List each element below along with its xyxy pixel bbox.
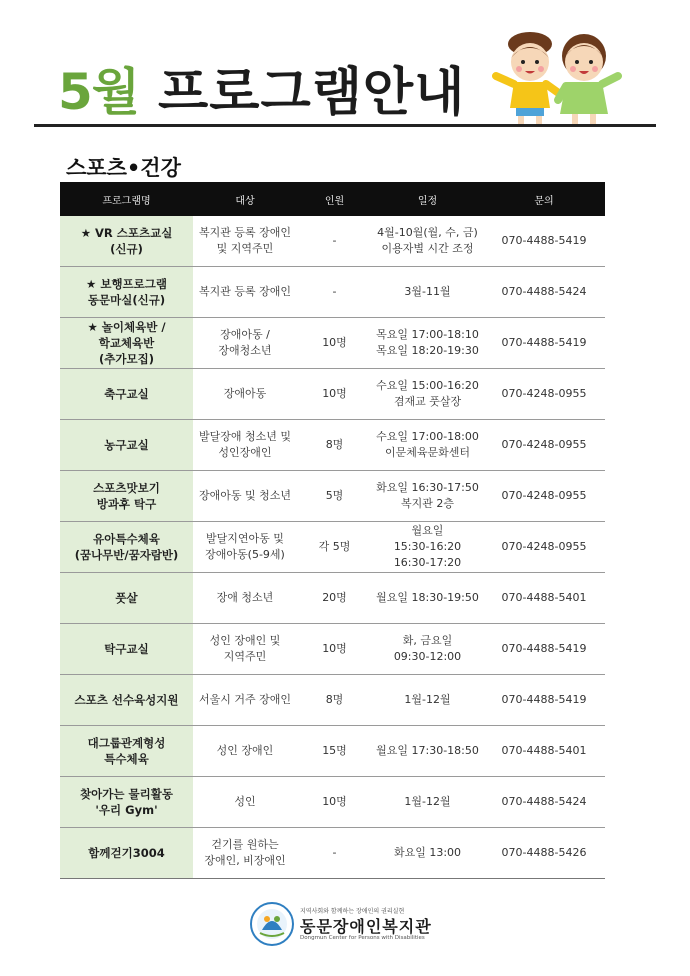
cell-line: 동문마실(신규) bbox=[87, 293, 166, 307]
cell-line: '우리 Gym' bbox=[95, 803, 158, 817]
cell-line: 이용자별 시간 조정 bbox=[381, 242, 474, 255]
cell-line: 20명 bbox=[322, 591, 347, 604]
contact-cell: 070-4488-5424 bbox=[483, 777, 605, 828]
contact-cell: 070-4248-0955 bbox=[483, 369, 605, 420]
cell-line: 학교체육반 bbox=[98, 336, 155, 350]
table-row bbox=[60, 828, 605, 879]
cell-line: 지역주민 bbox=[223, 650, 267, 663]
program-name-cell bbox=[60, 522, 193, 573]
capacity-cell bbox=[297, 369, 372, 420]
column-header-target: 대상 bbox=[193, 182, 297, 216]
cell-line: 발달장애 청소년 및 bbox=[198, 430, 291, 443]
schedule-cell bbox=[372, 471, 483, 522]
children-illustration bbox=[492, 30, 622, 128]
cell-line: - bbox=[332, 285, 337, 298]
schedule-cell bbox=[372, 267, 483, 318]
program-name-cell bbox=[60, 216, 193, 267]
program-name-cell bbox=[60, 675, 193, 726]
cell-line: 10명 bbox=[322, 387, 347, 400]
section-title: 스포츠•건강 bbox=[66, 156, 181, 180]
column-header-contact: 문의 bbox=[483, 182, 605, 216]
contact-cell: 070-4248-0955 bbox=[483, 522, 605, 573]
schedule-cell bbox=[372, 828, 483, 879]
cell-line: 이문체육문화센터 bbox=[384, 446, 470, 459]
cell-line: ★ VR 스포츠교실 bbox=[80, 226, 173, 240]
cell-line: 농구교실 bbox=[104, 438, 149, 452]
table-row bbox=[60, 369, 605, 420]
contact-cell: 070-4488-5419 bbox=[483, 624, 605, 675]
schedule-cell bbox=[372, 369, 483, 420]
cell-line: - bbox=[332, 846, 337, 859]
capacity-cell bbox=[297, 573, 372, 624]
table-row bbox=[60, 624, 605, 675]
target-cell bbox=[193, 471, 297, 522]
table-row bbox=[60, 726, 605, 777]
program-name-cell bbox=[60, 777, 193, 828]
target-cell bbox=[193, 675, 297, 726]
program-name-cell bbox=[60, 369, 193, 420]
target-cell bbox=[193, 573, 297, 624]
footer-tagline: 지역사회와 함께하는 장애인의 권리실현 bbox=[300, 908, 405, 915]
target-cell bbox=[193, 318, 297, 369]
cell-line: 장애아동 bbox=[223, 387, 267, 400]
contact-cell: 070-4488-5424 bbox=[483, 267, 605, 318]
page-title: 프로그램안내 bbox=[158, 63, 466, 123]
program-name-cell bbox=[60, 624, 193, 675]
contact-cell: 070-4488-5419 bbox=[483, 216, 605, 267]
cell-line: 성인 장애인 bbox=[216, 744, 274, 757]
target-cell bbox=[193, 216, 297, 267]
child-left bbox=[496, 32, 560, 126]
program-name-cell bbox=[60, 267, 193, 318]
contact-cell: 070-4488-5426 bbox=[483, 828, 605, 879]
cell-line: - bbox=[332, 234, 337, 247]
program-name-cell bbox=[60, 420, 193, 471]
cell-line: 8명 bbox=[325, 438, 344, 451]
capacity-cell bbox=[297, 471, 372, 522]
program-table bbox=[60, 182, 605, 879]
cell-line: 1월-12월 bbox=[404, 693, 451, 706]
capacity-cell bbox=[297, 726, 372, 777]
contact-cell: 070-4248-0955 bbox=[483, 471, 605, 522]
table-row bbox=[60, 471, 605, 522]
cell-line: 화, 금요일 bbox=[402, 634, 453, 647]
cell-line: 겸재교 풋살장 bbox=[393, 395, 462, 408]
cell-line: 장애아동(5-9세) bbox=[205, 548, 285, 561]
program-name-cell bbox=[60, 726, 193, 777]
program-name-cell bbox=[60, 828, 193, 879]
column-header-capacity: 인원 bbox=[297, 182, 372, 216]
cell-line: 스포츠맛보기 bbox=[93, 481, 160, 495]
cell-line: 장애청소년 bbox=[218, 344, 272, 357]
cell-line: 수요일 15:00-16:20 bbox=[376, 379, 479, 392]
footer-english-name: Dongmun Center for Persons with Disabilities bbox=[300, 935, 425, 941]
cell-line: 장애아동 / bbox=[220, 328, 270, 341]
cell-line: 09:30-12:00 bbox=[393, 650, 462, 663]
target-cell bbox=[193, 828, 297, 879]
table-row bbox=[60, 216, 605, 267]
contact-cell: 070-4248-0955 bbox=[483, 420, 605, 471]
cell-line: 15:30-16:20 bbox=[393, 540, 462, 553]
cell-line: 월요일 17:30-18:50 bbox=[376, 744, 479, 757]
cell-line: 성인장애인 bbox=[218, 446, 272, 459]
table-row bbox=[60, 777, 605, 828]
contact-cell: 070-4488-5401 bbox=[483, 726, 605, 777]
cell-line: 방과후 탁구 bbox=[96, 497, 157, 511]
contact-cell: 070-4488-5401 bbox=[483, 573, 605, 624]
cell-line: 8명 bbox=[325, 693, 344, 706]
cell-line: 및 지역주민 bbox=[216, 242, 274, 255]
header-divider bbox=[34, 124, 656, 127]
table-row bbox=[60, 573, 605, 624]
cell-line: 찾아가는 물리활동 bbox=[80, 787, 173, 801]
schedule-cell bbox=[372, 522, 483, 573]
cell-line: 10명 bbox=[322, 336, 347, 349]
title-month: 5월 bbox=[58, 63, 140, 121]
cell-line: 특수체육 bbox=[104, 752, 149, 766]
schedule-cell bbox=[372, 675, 483, 726]
contact-cell: 070-4488-5419 bbox=[483, 675, 605, 726]
cell-line: 축구교실 bbox=[104, 387, 149, 401]
schedule-cell bbox=[372, 573, 483, 624]
cell-line: 장애 청소년 bbox=[216, 591, 274, 604]
cell-line: 1월-12월 bbox=[404, 795, 451, 808]
target-cell bbox=[193, 726, 297, 777]
cell-line: 탁구교실 bbox=[104, 642, 149, 656]
cell-line: (추가모집) bbox=[99, 352, 154, 366]
table-row bbox=[60, 318, 605, 369]
target-cell bbox=[193, 369, 297, 420]
page-header bbox=[0, 0, 690, 132]
target-cell bbox=[193, 420, 297, 471]
cell-line: 월요일 bbox=[411, 524, 444, 537]
table-row bbox=[60, 267, 605, 318]
cell-line: 함께걷기3004 bbox=[88, 846, 165, 860]
column-header-schedule: 일정 bbox=[372, 182, 483, 216]
contact-cell: 070-4488-5419 bbox=[483, 318, 605, 369]
capacity-cell bbox=[297, 777, 372, 828]
program-name-cell bbox=[60, 573, 193, 624]
cell-line: (꿈나무반/꿈자람반) bbox=[74, 548, 179, 562]
cell-line: 15명 bbox=[322, 744, 347, 757]
program-name-cell bbox=[60, 471, 193, 522]
schedule-cell bbox=[372, 777, 483, 828]
footer-center-name: 동문장애인복지관 bbox=[300, 917, 432, 936]
cell-line: 화요일 16:30-17:50 bbox=[376, 481, 479, 494]
schedule-cell bbox=[372, 420, 483, 471]
schedule-cell bbox=[372, 624, 483, 675]
table-row bbox=[60, 675, 605, 726]
center-logo-icon bbox=[250, 902, 294, 946]
cell-line: 성인 장애인 및 bbox=[209, 634, 281, 647]
target-cell bbox=[193, 777, 297, 828]
cell-line: 5명 bbox=[325, 489, 344, 502]
cell-line: 대그룹관계형성 bbox=[87, 736, 166, 750]
cell-line: 16:30-17:20 bbox=[393, 556, 462, 569]
capacity-cell bbox=[297, 675, 372, 726]
cell-line: 발달지연아동 및 bbox=[206, 532, 284, 545]
capacity-cell bbox=[297, 522, 372, 573]
cell-line: 10명 bbox=[322, 642, 347, 655]
cell-line: 4월-10월(월, 수, 금) bbox=[377, 226, 478, 239]
cell-line: 걷기를 원하는 bbox=[211, 838, 279, 851]
cell-line: ★ 놀이체육반 / bbox=[87, 320, 166, 334]
cell-line: 목요일 18:20-19:30 bbox=[376, 344, 479, 357]
capacity-cell bbox=[297, 828, 372, 879]
schedule-cell bbox=[372, 318, 483, 369]
cell-line: 장애아동 및 청소년 bbox=[198, 489, 291, 502]
cell-line: 유아특수체육 bbox=[93, 532, 160, 546]
cell-line: 10명 bbox=[322, 795, 347, 808]
footer-logo bbox=[250, 902, 450, 950]
cell-line: 복지관 등록 장애인 bbox=[198, 226, 291, 239]
cell-line: 복지관 2층 bbox=[401, 497, 454, 510]
table-body bbox=[60, 216, 605, 879]
cell-line: 성인 bbox=[234, 795, 256, 808]
cell-line: (신규) bbox=[110, 242, 143, 256]
cell-line: 목요일 17:00-18:10 bbox=[376, 328, 479, 341]
cell-line: ★ 보행프로그램 bbox=[86, 277, 167, 291]
table-row bbox=[60, 420, 605, 471]
capacity-cell bbox=[297, 216, 372, 267]
target-cell bbox=[193, 522, 297, 573]
cell-line: 서울시 거주 장애인 bbox=[198, 693, 291, 706]
cell-line: 각 5명 bbox=[318, 540, 351, 553]
target-cell bbox=[193, 267, 297, 318]
capacity-cell bbox=[297, 624, 372, 675]
schedule-cell bbox=[372, 216, 483, 267]
cell-line: 복지관 등록 장애인 bbox=[198, 285, 291, 298]
child-right bbox=[558, 34, 618, 126]
cell-line: 월요일 18:30-19:50 bbox=[376, 591, 479, 604]
cell-line: 풋살 bbox=[115, 591, 138, 605]
table-row bbox=[60, 522, 605, 573]
cell-line: 스포츠 선수육성지원 bbox=[74, 693, 179, 707]
cell-line: 장애인, 비장애인 bbox=[204, 854, 286, 867]
cell-line: 화요일 13:00 bbox=[393, 846, 462, 859]
schedule-cell bbox=[372, 726, 483, 777]
target-cell bbox=[193, 624, 297, 675]
table-header-row bbox=[60, 182, 605, 216]
column-header-program-name: 프로그램명 bbox=[60, 182, 193, 216]
capacity-cell bbox=[297, 318, 372, 369]
cell-line: 수요일 17:00-18:00 bbox=[376, 430, 479, 443]
program-name-cell bbox=[60, 318, 193, 369]
capacity-cell bbox=[297, 420, 372, 471]
cell-line: 3월-11월 bbox=[404, 285, 451, 298]
capacity-cell bbox=[297, 267, 372, 318]
